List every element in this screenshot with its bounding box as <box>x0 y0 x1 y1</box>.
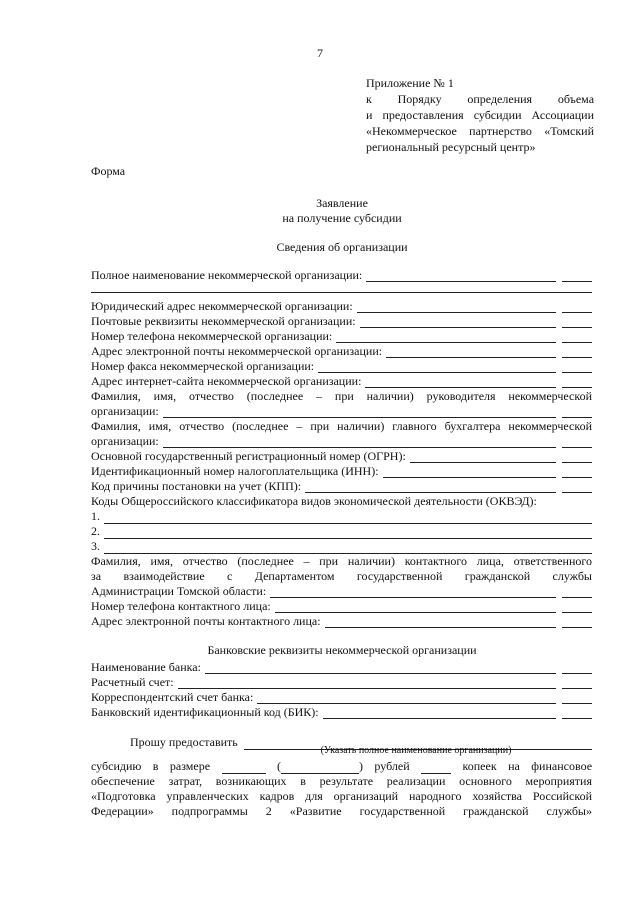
head-name-field[interactable]: организации: <box>91 404 592 418</box>
request-field[interactable]: Прошу предоставить <box>130 735 592 750</box>
subsidy-amount-words-input[interactable] <box>281 762 359 774</box>
ogrn-field[interactable]: Основной государственный регистрационный номер (ОГРН): <box>91 449 592 463</box>
accountant-name-input[interactable] <box>163 436 556 448</box>
bank-name-field[interactable]: Наименование банка: <box>91 660 592 674</box>
okved-item-1[interactable]: 1. <box>91 509 592 524</box>
request-line-2: обеспечение затрат, возникающих в результате реализации основного мероприятия <box>91 774 592 788</box>
head-name-label: Фамилия, имя, отчество (последнее – при наличии) руководителя некоммерческой <box>91 389 592 403</box>
org-full-name-field[interactable]: Полное наименование некоммерческой организации: <box>91 268 592 282</box>
accountant-name-field[interactable]: организации: <box>91 434 592 448</box>
org-email-field[interactable]: Адрес электронной почты некоммерческой организации: <box>91 344 592 358</box>
corr-account-field[interactable]: Корреспондентский счет банка: <box>91 690 592 704</box>
contact-person-label-2: за взаимодействие с Департаментом государственной гражданской службы <box>91 569 592 583</box>
request-line-3: «Подготовка управленческих кадров для организаций народного хозяйства Российской <box>91 789 592 803</box>
org-phone-input[interactable] <box>336 331 556 343</box>
org-phone-field[interactable]: Номер телефона некоммерческой организации: <box>91 329 592 343</box>
postal-details-input[interactable] <box>360 316 556 328</box>
request-hint: (Указать полное наименование организации) <box>320 745 512 756</box>
inn-input[interactable] <box>383 466 556 478</box>
section-heading-bank: Банковские реквизиты некоммерческой организации <box>207 643 477 657</box>
appendix-line-3: «Некоммерческое партнерство «Томский <box>366 124 594 138</box>
postal-details-field[interactable]: Почтовые реквизиты некоммерческой организации: <box>91 314 592 328</box>
request-line-4: Федерации» подпрограммы 2 «Развитие государственной гражданской службы» <box>91 804 592 818</box>
form-label: Форма <box>91 164 126 178</box>
org-full-name-extra-line[interactable] <box>91 292 592 293</box>
page-number: 7 <box>317 46 323 60</box>
appendix-line-2: и предоставления субсидии Ассоциации <box>366 108 594 122</box>
accountant-name-label: Фамилия, имя, отчество (последнее – при наличии) главного бухгалтера некоммерческой <box>91 419 592 433</box>
ogrn-input[interactable] <box>410 451 556 463</box>
contact-email-field[interactable]: Адрес электронной почты контактного лица: <box>91 614 592 628</box>
org-website-input[interactable] <box>365 376 556 388</box>
okved-input-2[interactable] <box>104 527 592 539</box>
bank-name-input[interactable] <box>205 662 556 674</box>
appendix-title: Приложение № 1 <box>366 76 454 90</box>
appendix-line-1: к Порядку определения объема <box>366 92 595 106</box>
legal-address-field[interactable]: Юридический адрес некоммерческой организации: <box>91 299 592 313</box>
okved-label: Коды Общероссийского классификатора видов экономической деятельности (ОКВЭД): <box>91 494 537 508</box>
corr-account-input[interactable] <box>257 692 556 704</box>
document-subtitle: на получение субсидии <box>282 211 402 225</box>
contact-person-input[interactable] <box>270 586 556 598</box>
section-heading-org: Сведения об организации <box>276 240 408 254</box>
okved-input-1[interactable] <box>104 512 592 524</box>
contact-person-field[interactable]: Администрации Томской области: <box>91 584 592 598</box>
okved-item-3[interactable]: 3. <box>91 539 592 554</box>
request-paragraph <box>91 759 592 819</box>
bik-field[interactable]: Банковский идентификационный код (БИК): <box>91 705 592 719</box>
legal-address-input[interactable] <box>357 301 556 313</box>
appendix-block <box>366 75 594 155</box>
org-website-field[interactable]: Адрес интернет-сайта некоммерческой организации: <box>91 374 592 388</box>
org-full-name-input[interactable] <box>366 270 556 282</box>
kopecks-input[interactable] <box>421 762 451 774</box>
bik-input[interactable] <box>323 707 556 719</box>
account-field[interactable]: Расчетный счет: <box>91 675 592 689</box>
kpp-field[interactable]: Код причины постановки на учет (КПП): <box>91 479 592 493</box>
contact-phone-input[interactable] <box>275 601 556 613</box>
contact-phone-field[interactable]: Номер телефона контактного лица: <box>91 599 592 613</box>
contact-person-label-1: Фамилия, имя, отчество (последнее – при наличии) контактного лица, ответственного <box>91 554 592 568</box>
head-name-input[interactable] <box>163 406 556 418</box>
org-email-input[interactable] <box>386 346 556 358</box>
okved-item-2[interactable]: 2. <box>91 524 592 539</box>
okved-input-3[interactable] <box>104 542 592 554</box>
org-fax-field[interactable]: Номер факса некоммерческой организации: <box>91 359 592 373</box>
kpp-input[interactable] <box>305 481 556 493</box>
account-input[interactable] <box>178 677 556 689</box>
appendix-line-4: региональный ресурсный центр» <box>366 140 536 154</box>
inn-field[interactable]: Идентификационный номер налогоплательщика (ИНН): <box>91 464 592 478</box>
document-title: Заявление <box>316 196 368 210</box>
org-fax-input[interactable] <box>318 361 556 373</box>
subsidy-amount-input[interactable] <box>222 762 266 774</box>
contact-email-input[interactable] <box>325 616 556 628</box>
request-line-1: субсидию в размере ( ) рублей копеек на финансовое <box>91 759 593 773</box>
